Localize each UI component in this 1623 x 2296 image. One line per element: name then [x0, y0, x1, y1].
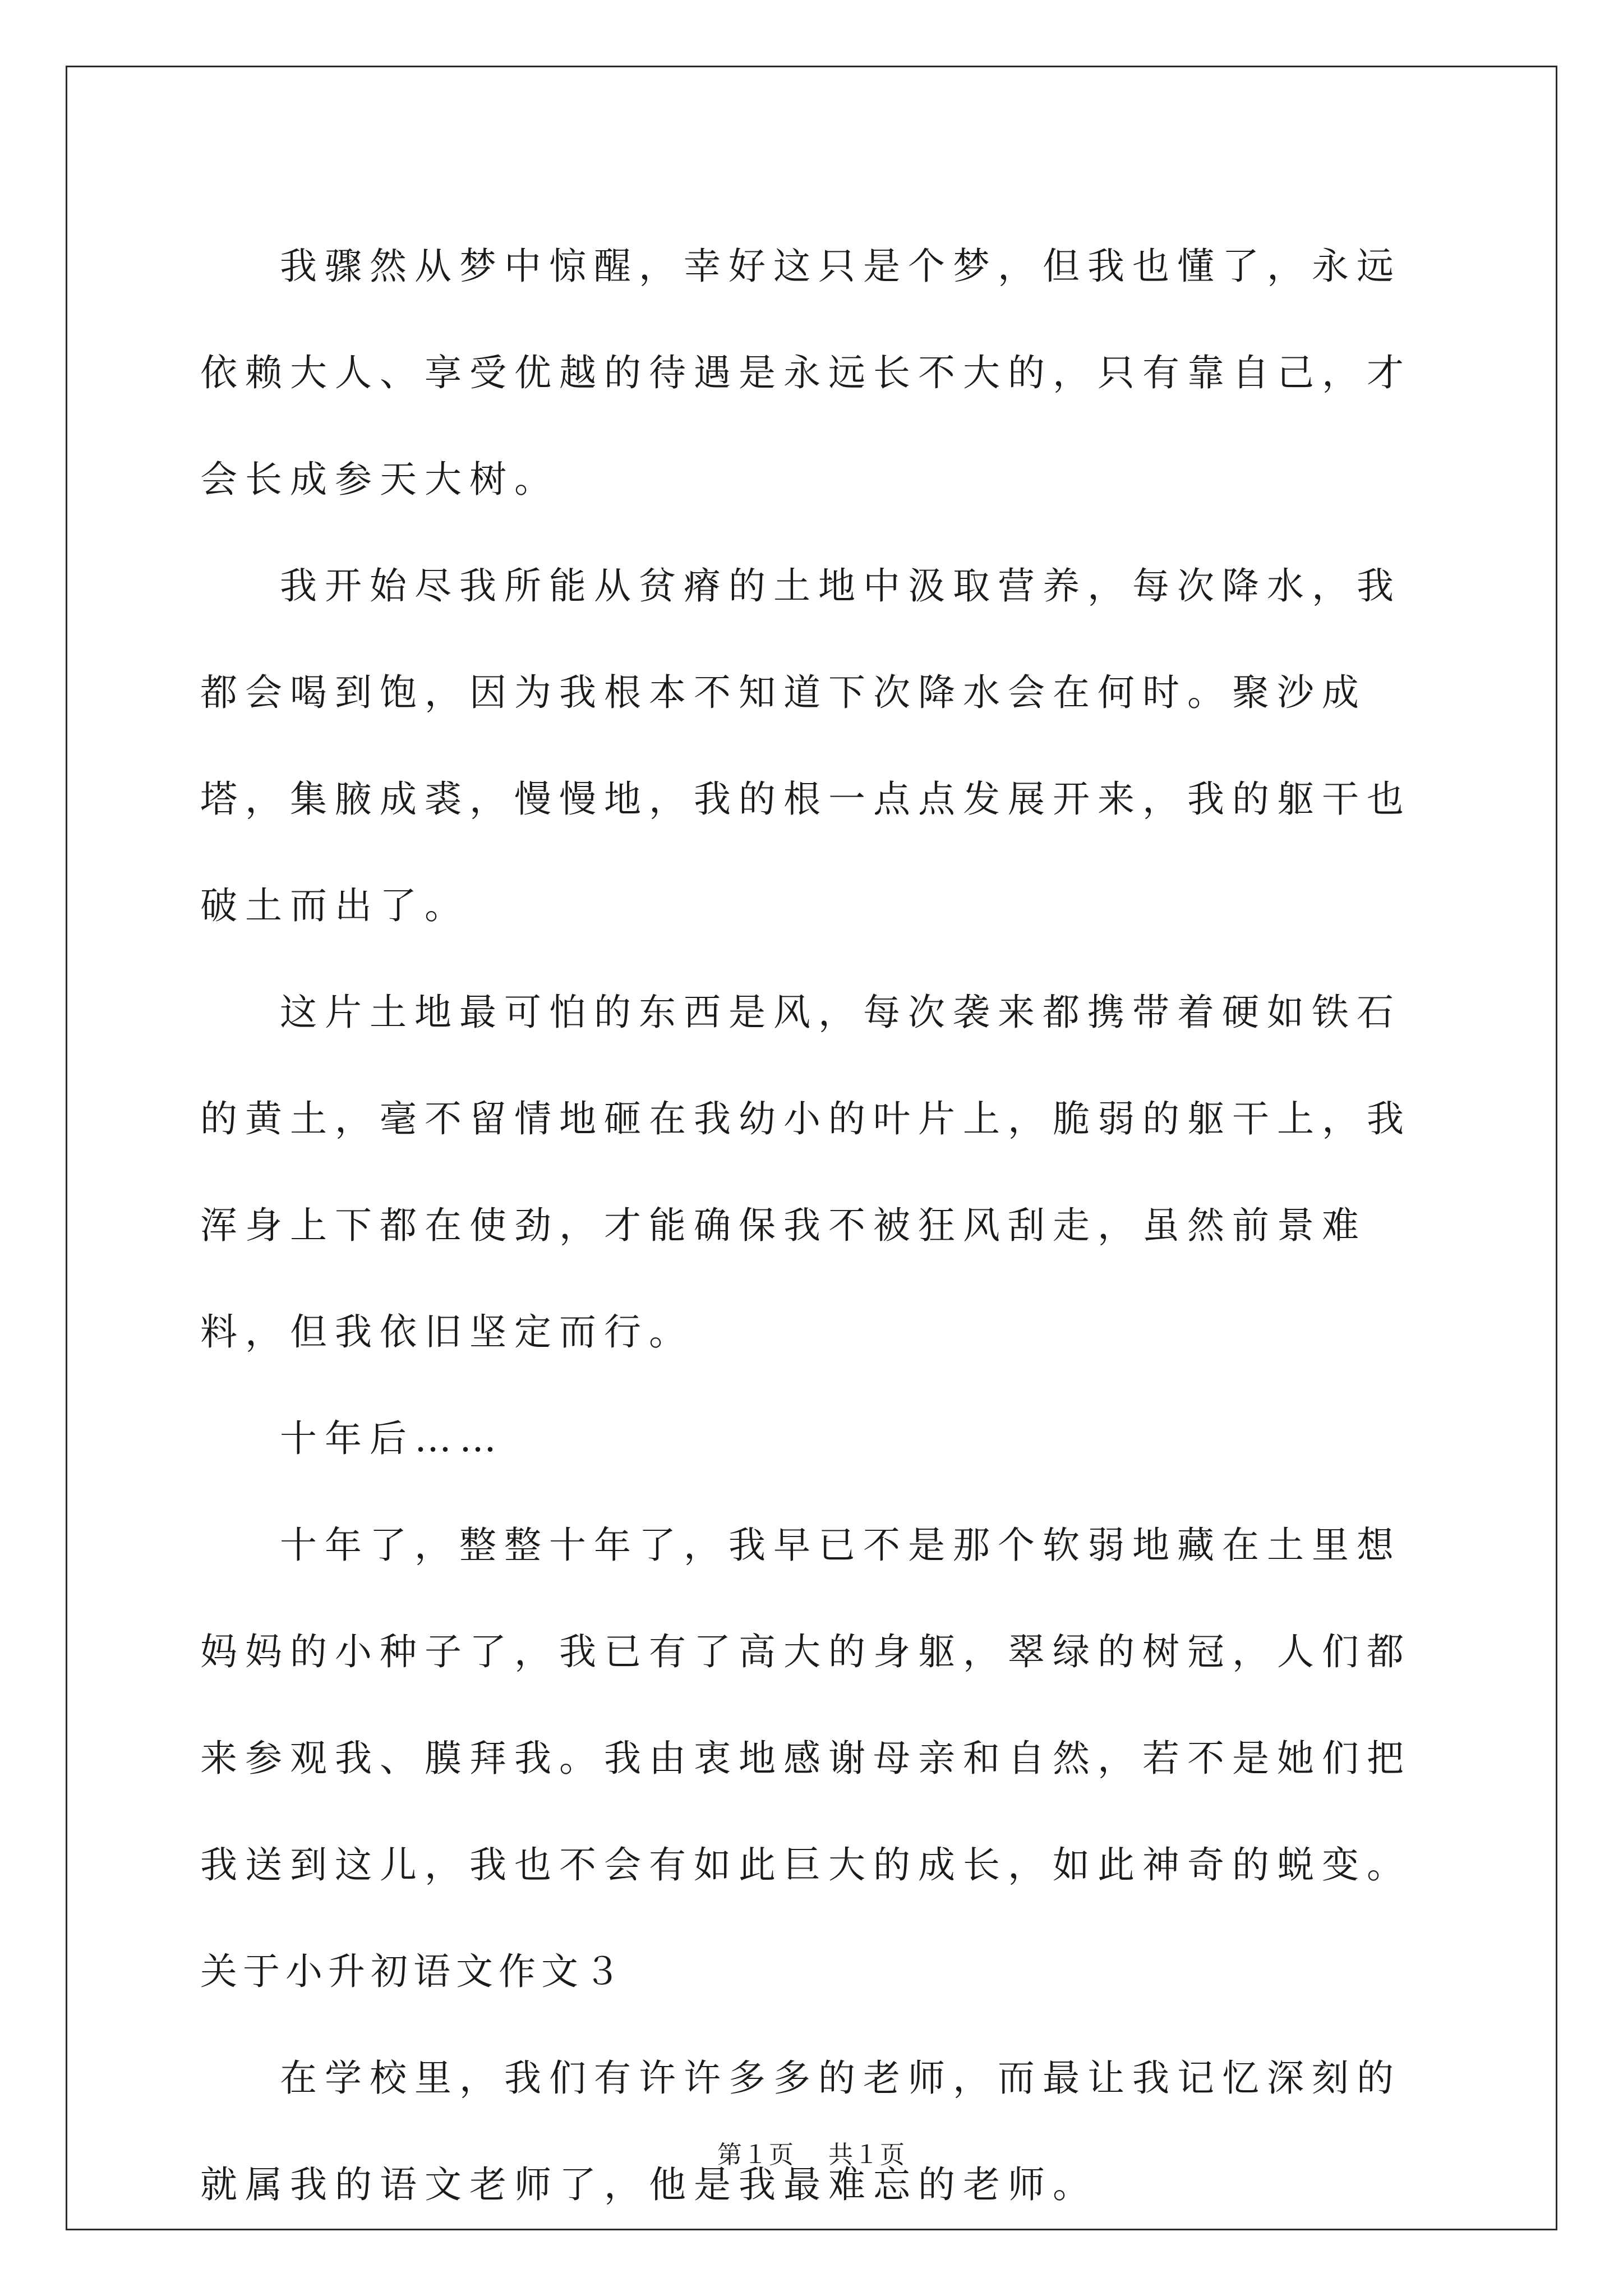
paragraph: 我骤然从梦中惊醒，幸好这只是个梦，但我也懂了，永远依赖大人、享受优越的待遇是永远长不大的，只有靠自己，才会长成参天大树。	[200, 245, 1412, 501]
paragraph: 十年后……	[280, 1417, 504, 1460]
section-title: 关于小升初语文作文３	[200, 1950, 626, 1993]
page-total: 共１页	[828, 2141, 906, 2169]
page-number: 第１页	[717, 2141, 795, 2169]
page-footer	[0, 2134, 1623, 2170]
paragraph: 这片土地最可怕的东西是风，每次袭来都携带着硬如铁石的黄土，毫不留情地砸在我幼小的叶片上，脆弱的躯干上，我浑身上下都在使劲，才能确保我不被狂风刮走，虽然前景难料，但我依旧坚定而行。	[200, 991, 1412, 1354]
paragraph: 我开始尽我所能从贫瘠的土地中汲取营养，每次降水，我都会喝到饱，因为我根本不知道下次降水会在何时。聚沙成塔，集腋成裘，慢慢地，我的根一点点发展开来，我的躯干也破土而出了。	[200, 564, 1412, 927]
paragraph: 在学校里，我们有许许多多的老师，而最让我记忆深刻的就属我的语文老师了，他是我最难忘的老师。	[200, 2056, 1401, 2206]
document-body	[200, 213, 1440, 2238]
paragraph: 十年了，整整十年了，我早已不是那个软弱地藏在土里想妈妈的小种子了，我已有了高大的身躯，翠绿的树冠，人们都来参观我、膜拜我。我由衷地感谢母亲和自然，若不是她们把我送到这儿，我也不会有如此巨大的成长，如此神奇的蜕变。	[200, 1524, 1412, 1887]
